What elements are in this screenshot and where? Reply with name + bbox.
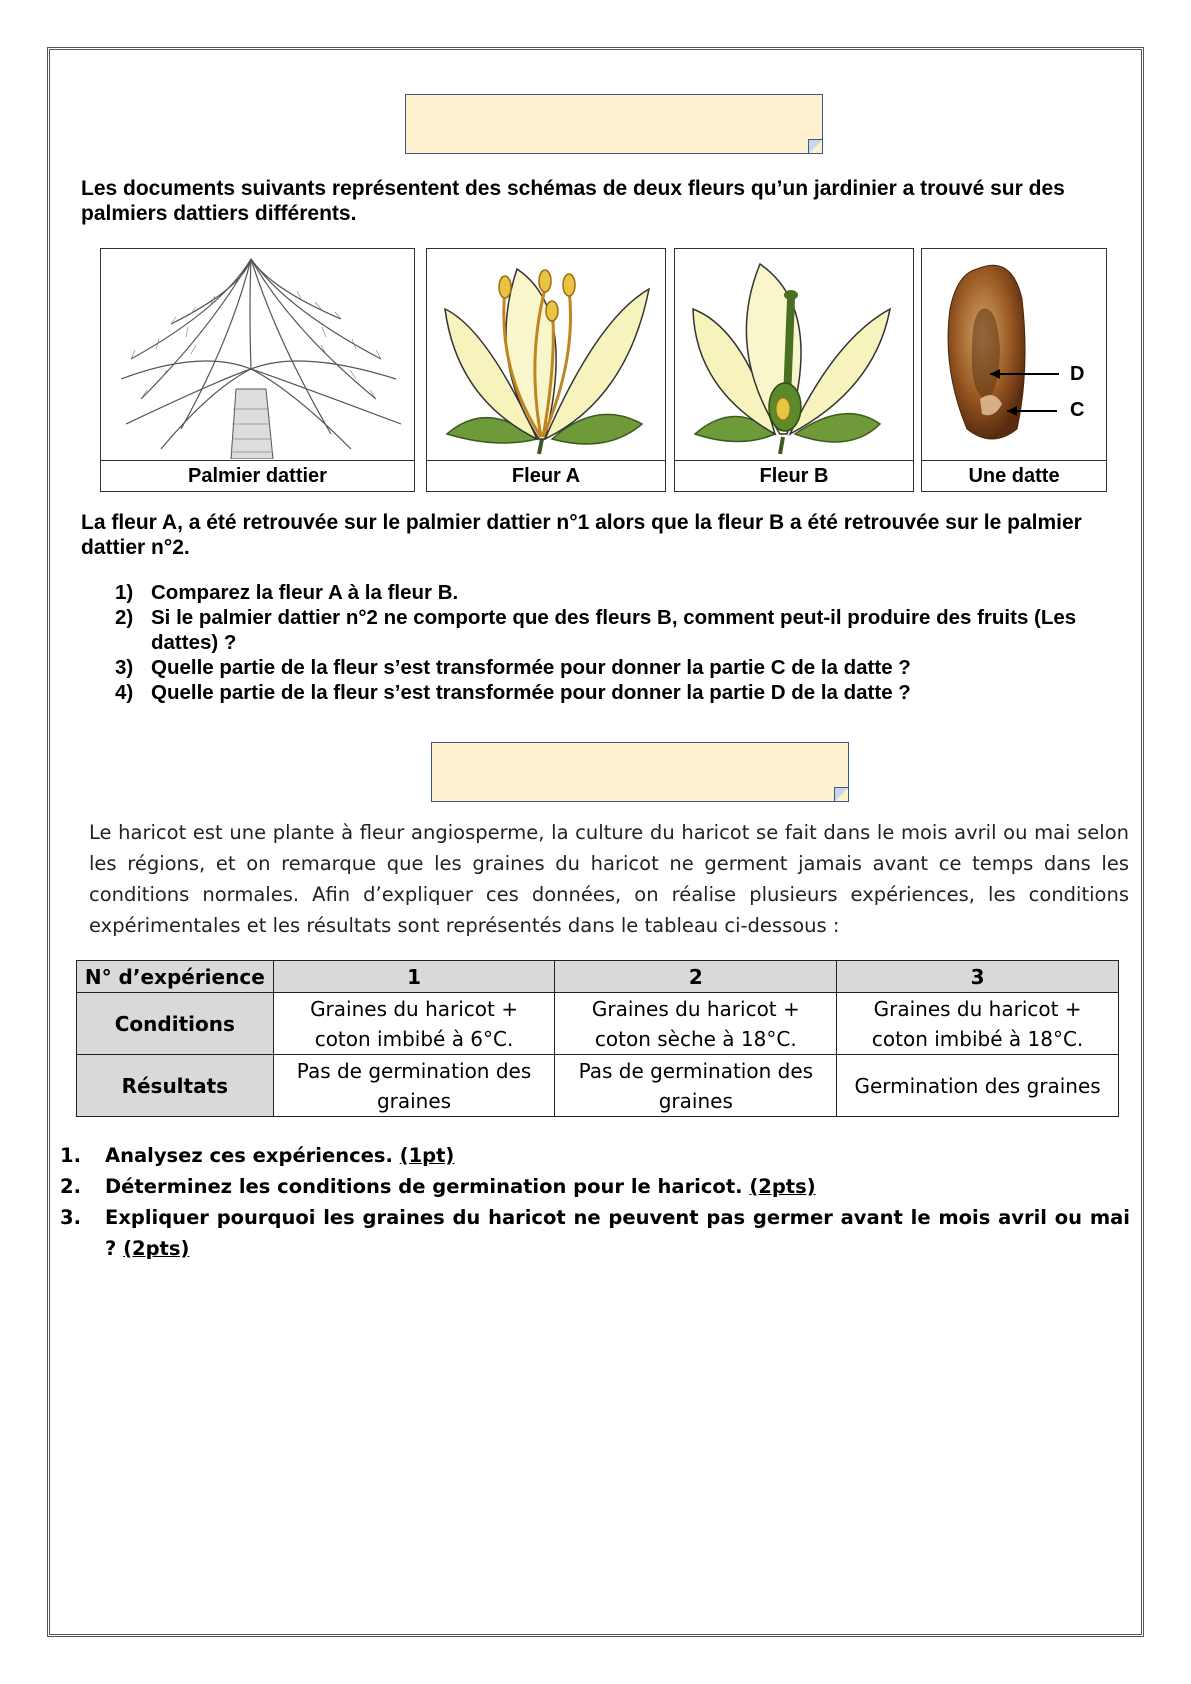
flower-a-illustration (427, 249, 664, 459)
table-header-cell: 1 (273, 961, 555, 993)
flower-b-illustration (675, 249, 912, 459)
table-cell: Germination des graines (837, 1055, 1119, 1117)
points-label: (2pts) (123, 1237, 190, 1260)
experiment-table (76, 960, 1119, 1117)
table-header-cell: 2 (555, 961, 837, 993)
table-cell: Graines du haricot + coton sèche à 18°C. (555, 993, 837, 1055)
question-item: 3. Expliquer pourquoi les graines du haricot ne peuvent pas germer avant le mois avril ou mai ? (2pts) (60, 1206, 1130, 1260)
question-item: 4) Quelle partie de la fleur s’est transformée pour donner la partie D de la datte ? (115, 681, 911, 704)
caption-flower-b: Fleur B (674, 460, 914, 492)
caption-flower-a: Fleur A (426, 460, 666, 492)
date-illustration (922, 249, 1105, 459)
question-item: 1. Analysez ces expériences. (1pt) (60, 1144, 455, 1167)
table-cell: Graines du haricot + coton imbibé à 18°C. (837, 993, 1119, 1055)
section-banner-1 (405, 94, 823, 154)
points-label: (2pts) (749, 1175, 816, 1198)
question-item: 2) Si le palmier dattier n°2 ne comporte que des fleurs B, comment peut-il produire des fruits (Les dattes) ? (115, 606, 1077, 654)
table-cell: Graines du haricot + coton imbibé à 6°C. (273, 993, 555, 1055)
palm-tree-illustration (101, 249, 413, 459)
date-label-c: C (1070, 399, 1085, 421)
table-row-label: Résultats (77, 1055, 274, 1117)
banner-fold (808, 139, 822, 153)
table-header-cell: N° d’expérience (77, 961, 274, 993)
points-label: (1pt) (399, 1144, 455, 1167)
caption-palm: Palmier dattier (100, 460, 415, 492)
banner-fold (834, 787, 848, 801)
question-item: 3) Quelle partie de la fleur s’est transformée pour donner la partie C de la datte ? (115, 656, 911, 679)
panel-date (921, 248, 1107, 461)
question-item: 2. Déterminez les conditions de germination pour le haricot. (2pts) (60, 1175, 816, 1198)
table-cell: Pas de germination des graines (555, 1055, 837, 1117)
table-row (77, 993, 1119, 1055)
caption-date: Une datte (921, 460, 1107, 492)
part2-paragraph: Le haricot est une plante à fleur angiosperme, la culture du haricot se fait dans le mois avril ou mai selon les régions, et on remarque que les graines du haricot ne germent jamais avant ce temps dans les conditions normales. Afin d’expliquer ces données, on réalise plusieurs expériences, les conditions expérimentales et les résultats sont représentés dans le tableau ci-dessous : (89, 821, 1129, 937)
part2-questions (60, 1140, 1130, 1264)
table-cell: Pas de germination des graines (273, 1055, 555, 1117)
table-row-label: Conditions (77, 993, 274, 1055)
date-label-d: D (1070, 363, 1085, 385)
table-row (77, 961, 1119, 993)
panel-flower-b (674, 248, 914, 461)
part1-questions (115, 580, 1095, 705)
section-banner-2 (431, 742, 849, 802)
question-item: 1) Comparez la fleur A à la fleur B. (115, 581, 459, 604)
table-header-cell: 3 (837, 961, 1119, 993)
panel-palm (100, 248, 415, 461)
panel-flower-a (426, 248, 666, 461)
part1-intro: Les documents suivants représentent des schémas de deux fleurs qu’un jardinier a trouvé sur des palmiers dattiers différents. (81, 177, 1065, 225)
table-row (77, 1055, 1119, 1117)
part1-statement: La fleur A, a été retrouvée sur le palmier dattier n°1 alors que la fleur B a été retrouvée sur le palmier dattier n°2. (81, 511, 1082, 559)
